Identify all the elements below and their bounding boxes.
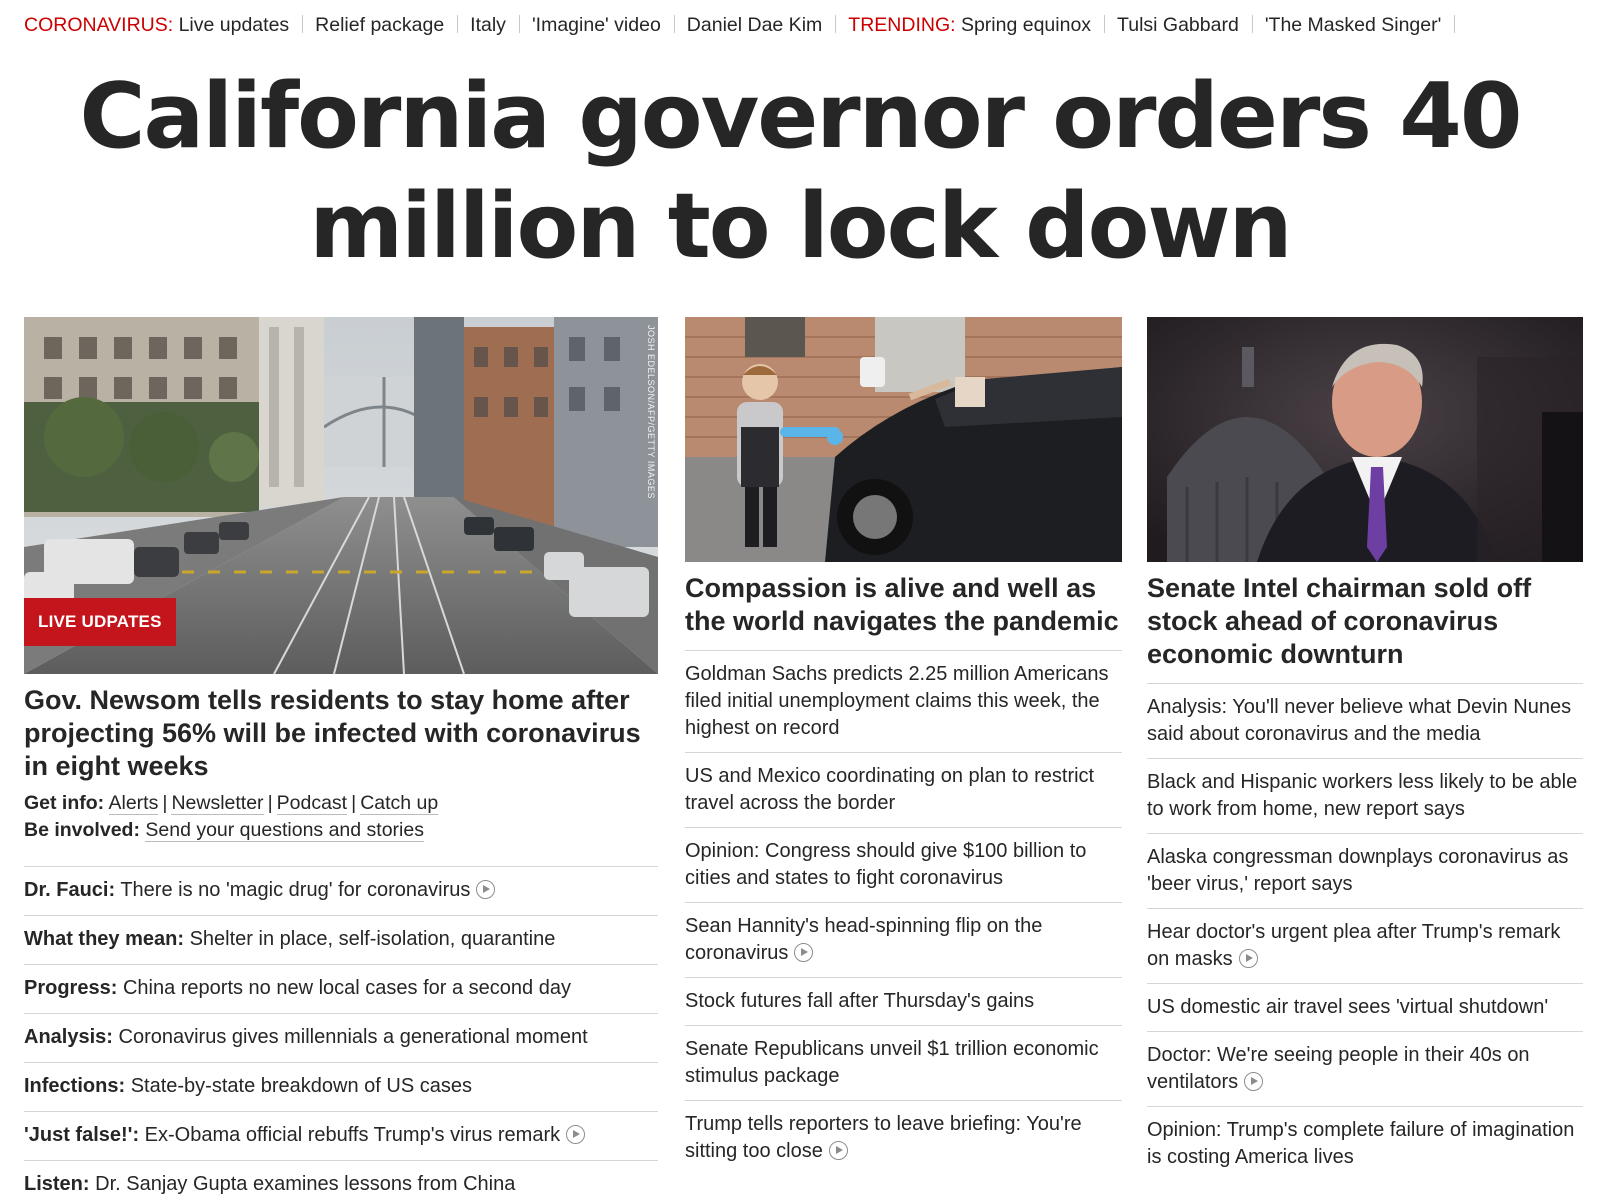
- list-item[interactable]: Analysis: Coronavirus gives millennials a generational moment: [24, 1014, 658, 1063]
- pipe: |: [267, 792, 273, 814]
- podcast-link[interactable]: Podcast: [276, 792, 348, 814]
- play-icon: [566, 1125, 585, 1144]
- list-item[interactable]: Senate Republicans unveil $1 trillion economic stimulus package: [685, 1026, 1122, 1101]
- send-questions-link[interactable]: Send your questions and stories: [145, 819, 424, 841]
- newsletter-link[interactable]: Newsletter: [171, 792, 264, 814]
- pipe: |: [162, 792, 168, 814]
- divider: [1104, 15, 1105, 33]
- divider: [302, 15, 303, 33]
- list-item[interactable]: Hear doctor's urgent plea after Trump's remark on masks: [1147, 909, 1583, 984]
- left-story-list: [24, 867, 658, 1199]
- list-item[interactable]: Progress: China reports no new local cases for a second day: [24, 965, 658, 1014]
- list-item[interactable]: US and Mexico coordinating on plan to restrict travel across the border: [685, 753, 1122, 828]
- topbar-link-coronavirus[interactable]: CORONAVIRUS: Live updates: [24, 14, 290, 36]
- lead-story-headline[interactable]: Gov. Newsom tells residents to stay home after projecting 56% will be infected with coronavirus in eight weeks: [24, 685, 641, 781]
- list-item[interactable]: Opinion: Congress should give $100 billion to cities and states to fight coronavirus: [685, 828, 1122, 903]
- divider: [674, 15, 675, 33]
- catch-up-link[interactable]: Catch up: [360, 792, 439, 814]
- divider: [457, 15, 458, 33]
- list-item[interactable]: 'Just false!': Ex-Obama official rebuffs Trump's virus remark: [24, 1112, 658, 1161]
- topbar-link-daniel-dae-kim[interactable]: Daniel Dae Kim: [686, 14, 823, 36]
- right-story-list: [1147, 684, 1583, 1181]
- list-item[interactable]: Trump tells reporters to leave briefing: You're sitting too close: [685, 1113, 1082, 1162]
- get-info-label: Get info:: [24, 792, 105, 814]
- list-item[interactable]: Goldman Sachs predicts 2.25 million Americans filed initial unemployment claims this week, the highest on record: [685, 651, 1122, 753]
- topbar-link-relief[interactable]: Relief package: [315, 14, 445, 36]
- list-item[interactable]: What they mean: Shelter in place, self-isolation, quarantine: [24, 916, 658, 965]
- divider: [1454, 15, 1455, 33]
- topbar-link-masked-singer[interactable]: 'The Masked Singer': [1264, 14, 1442, 36]
- drive-through-photo[interactable]: [685, 317, 1122, 562]
- topbar-link-trending[interactable]: TRENDING: Spring equinox: [848, 14, 1092, 36]
- list-item[interactable]: Analysis: You'll never believe what Devin Nunes said about coronavirus and the media: [1147, 684, 1583, 759]
- be-involved-row: [24, 817, 658, 844]
- senator-photo-image: [1147, 317, 1583, 562]
- senator-photo[interactable]: [1147, 317, 1583, 562]
- pipe: |: [351, 792, 357, 814]
- street-photo[interactable]: [24, 317, 658, 674]
- list-item[interactable]: Black and Hispanic workers less likely to be able to work from home, new report says: [1147, 759, 1583, 834]
- list-item[interactable]: Opinion: Trump's complete failure of imagination is costing America lives: [1147, 1119, 1575, 1168]
- play-icon: [829, 1141, 848, 1160]
- play-icon: [794, 943, 813, 962]
- divider: [519, 15, 520, 33]
- topbar-link-imagine[interactable]: 'Imagine' video: [531, 14, 661, 36]
- get-info-row: [24, 790, 658, 817]
- list-item[interactable]: Alaska congressman downplays coronavirus as 'beer virus,' report says: [1147, 834, 1583, 909]
- list-item[interactable]: Doctor: We're seeing people in their 40s on ventilators: [1147, 1032, 1583, 1107]
- alerts-link[interactable]: Alerts: [108, 792, 159, 814]
- list-item[interactable]: Stock futures fall after Thursday's gains: [685, 978, 1122, 1026]
- photo-credit: JOSH EDELSON/AFP/GETTY IMAGES: [646, 325, 656, 499]
- topbar-link-tulsi[interactable]: Tulsi Gabbard: [1117, 14, 1239, 36]
- main-headline[interactable]: California governor orders 40 million to lock down: [79, 64, 1521, 279]
- info-links: [24, 790, 658, 867]
- compassion-headline[interactable]: Compassion is alive and well as the world navigates the pandemic: [685, 572, 1122, 651]
- live-updates-badge[interactable]: LIVE UDPATES: [24, 598, 176, 646]
- column-right: [1147, 317, 1583, 1181]
- column-left: [24, 317, 658, 1199]
- column-middle: [685, 317, 1122, 1175]
- list-item[interactable]: Dr. Fauci: There is no 'magic drug' for coronavirus: [24, 867, 658, 916]
- trending-bar: [24, 14, 1584, 42]
- divider: [1252, 15, 1253, 33]
- divider: [835, 15, 836, 33]
- play-icon: [476, 880, 495, 899]
- drive-through-photo-image: [685, 317, 1122, 562]
- be-involved-label: Be involved:: [24, 819, 140, 841]
- list-item[interactable]: US domestic air travel sees 'virtual shutdown': [1147, 984, 1583, 1032]
- list-item[interactable]: Sean Hannity's head-spinning flip on the coronavirus: [685, 903, 1122, 978]
- middle-story-list: [685, 651, 1122, 1175]
- list-item[interactable]: Infections: State-by-state breakdown of US cases: [24, 1063, 658, 1112]
- play-icon: [1239, 949, 1258, 968]
- play-icon: [1244, 1072, 1263, 1091]
- list-item[interactable]: Listen: Dr. Sanjay Gupta examines lessons from China: [24, 1173, 516, 1195]
- senate-intel-headline[interactable]: Senate Intel chairman sold off stock ahead of coronavirus economic downturn: [1147, 572, 1583, 684]
- topbar-link-italy[interactable]: Italy: [470, 14, 506, 36]
